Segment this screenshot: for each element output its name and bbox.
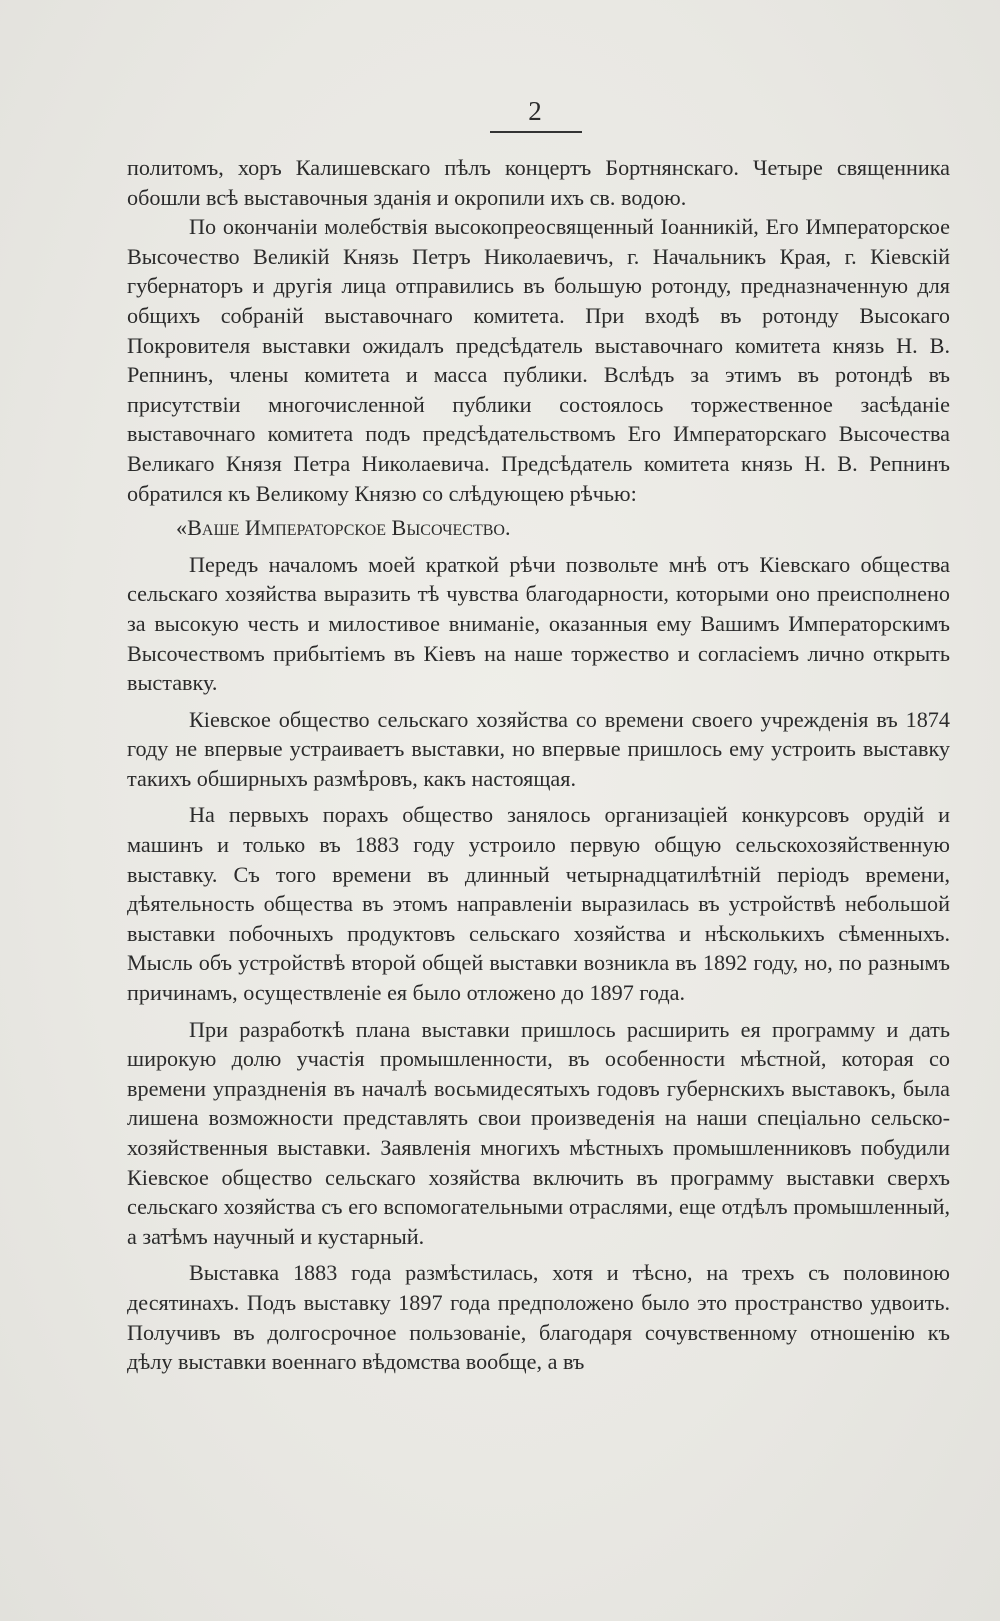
paragraph: По окончаніи молебствія высокопреосвященный Іоанникій, Его Императорское Высочество Великій Князь Петръ Николаевичъ, г. Начальникъ Края, г. Кіевскій губернаторъ и другія лица отправились въ большую ротонду, предназначенную для общихъ собраній выставочнаго комитета. При входѣ въ ротонду Высокаго Покровителя выставки ожидалъ предсѣдатель выставочнаго комитета князь Н. В. Репнинъ, члены комитета и масса публики. Вслѣдъ за этимъ въ ротондѣ въ присутствіи многочисленной публики состоялось торжественное засѣданіе выставочнаго комитета подъ предсѣдательствомъ Его Императорскаго Высочества Великаго Князя Петра Николаевича. Предсѣдатель комитета князь Н. В. Репнинъ обратился къ Великому Князю со слѣдующею рѣчью: (127, 214, 950, 506)
paragraph: На первыхъ порахъ общество занялось организаціей конкурсовъ орудій и машинъ и только въ 1883 году устроило первую общую сельскохозяйственную выставку. Съ того времени въ длинный четырнадцатилѣтній періодъ времени, дѣятельность общества въ этомъ направленіи выразилась въ устройствѣ небольшой выставки побочныхъ продуктовъ сельскаго хозяйства и нѣсколькихъ сѣменныхъ. Мысль объ устройствѣ второй общей выставки возникла въ 1892 году, но, по разнымъ причинамъ, осуществленіе ея было отложено до 1897 года. (127, 802, 950, 1006)
text-body (127, 153, 950, 1377)
paragraph: политомъ, хоръ Калишевскаго пѣлъ концертъ Бортнянскаго. Четыре священника обошли всѣ выставочныя зданія и окропили ихъ св. водою. (127, 155, 950, 210)
paragraph: Кіевское общество сельскаго хозяйства со времени своего учрежденія въ 1874 году не впервые устраиваетъ выставки, но впервые пришлось ему устроить выставку такихъ обширныхъ размѣровъ, какъ настоящая. (127, 706, 950, 791)
page-number: 2 (528, 96, 542, 126)
paragraph: Передъ началомъ моей краткой рѣчи позвольте мнѣ отъ Кіевскаго общества сельскаго хозяйства выразить тѣ чувства благодарности, которыми оно преисполнено за высокую честь и милостивое вниманіе, оказанныя ему Вашимъ Императорскимъ Высочествомъ прибытіемъ въ Кіевъ на наше торжество и согласіемъ лично открыть выставку. (127, 551, 950, 696)
paragraph: При разработкѣ плана выставки пришлось расширить ея программу и дать широкую долю участія промышленности, въ особенности мѣстной, которая со времени упраздненія въ началѣ восьмидесятыхъ годовъ губернскихъ выставокъ, была лишена возможности представлять свои произведенія на наши спеціально сельско-хозяйственныя выставки. Заявленія многихъ мѣстныхъ промышленниковъ побудили Кіевское общество сельскаго хозяйства включить въ программу выставки сверхъ сельскаго хозяйства съ его вспомогательными отраслями, еще отдѣлъ промышленный, а затѣмъ научный и кустарный. (127, 1016, 950, 1249)
paragraph: Выставка 1883 года размѣстилась, хотя и тѣсно, на трехъ съ половиною десятинахъ. Подъ выставку 1897 года предположено было это пространство удвоить. Получивъ въ долгосрочное пользованіе, благодаря сочувственному отношенію къ дѣлу выставки военнаго вѣдомства вообще, а въ (127, 1260, 950, 1375)
header-rule (490, 131, 582, 133)
speech-salutation: «Ваше Императорское Высочество. (176, 515, 511, 541)
